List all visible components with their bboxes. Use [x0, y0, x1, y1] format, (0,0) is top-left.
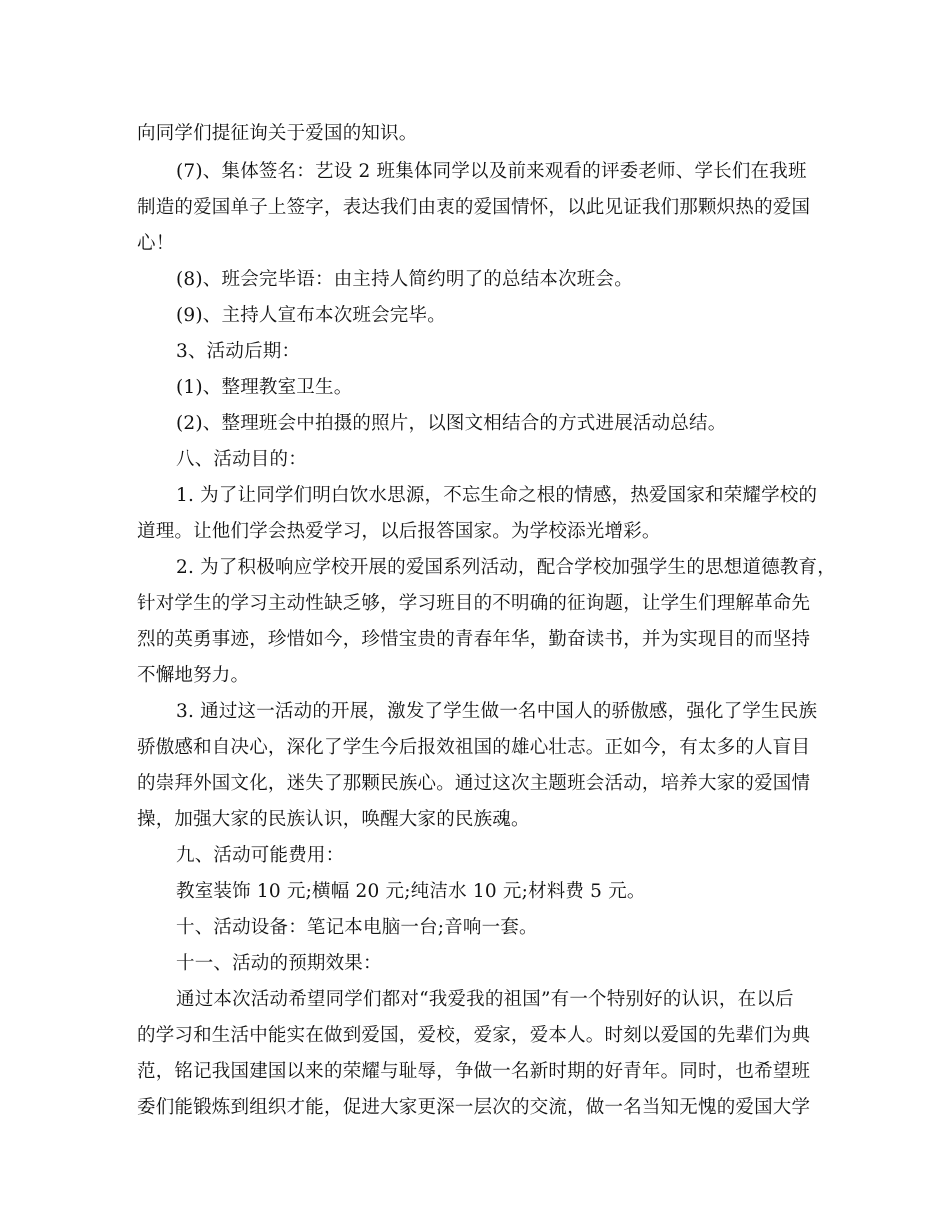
text-line: 3. 通过这一活动的开展，激发了学生做一名中国人的骄傲感，强化了学生民族 — [176, 701, 818, 722]
text-line: 骄傲感和自决心，深化了学生今后报效祖国的雄心壮志。正如今，有太多的人盲目 — [137, 737, 811, 758]
text-line: 制造的爱国单子上签字，表达我们由衷的爱国情怀，以此见证我们那颗炽热的爱国 — [137, 197, 811, 218]
text-line: 2. 为了积极响应学校开展的爱国系列活动，配合学校加强学生的思想道德教育， — [176, 557, 836, 578]
text-line: 道理。让他们学会热爱学习，以后报答国家。为学校添光增彩。 — [137, 521, 661, 542]
text-line: 通过本次活动希望同学们都对“我爱我的祖国”有一个特别好的认识，在以后 — [176, 989, 794, 1010]
text-line: 的学习和生活中能实在做到爱国，爱校，爱家，爱本人。时刻以爱国的先辈们为典 — [137, 1025, 811, 1046]
text-line: 向同学们提征询关于爱国的知识。 — [137, 123, 418, 144]
text-line: 范，铭记我国建国以来的荣耀与耻辱，争做一名新时期的好青年。同时，也希望班 — [137, 1061, 811, 1082]
text-line: (7)、集体签名：艺设 2 班集体同学以及前来观看的评委老师、学长们在我班 — [176, 161, 807, 182]
text-line: (8)、班会完毕语：由主持人简约明了的总结本次班会。 — [176, 269, 633, 290]
text-line: 心！ — [137, 233, 175, 254]
text-line: 八、活动目的： — [176, 449, 307, 470]
text-line: 操，加强大家的民族认识，唤醒大家的民族魂。 — [137, 809, 530, 830]
text-line: 不懈地努力。 — [137, 665, 250, 686]
text-line: 十一、活动的预期效果： — [176, 953, 382, 974]
text-line: 烈的英勇事迹，珍惜如今，珍惜宝贵的青春年华，勤奋读书，并为实现目的而坚持 — [137, 629, 811, 650]
text-line: (2)、整理班会中拍摄的照片，以图文相结合的方式进展活动总结。 — [176, 413, 727, 434]
text-line: 九、活动可能费用： — [176, 845, 345, 866]
text-line: (1)、整理教室卫生。 — [176, 377, 353, 398]
text-line: 针对学生的学习主动性缺乏够，学习班目的不明确的征询题，让学生们理解革命先 — [137, 593, 811, 614]
text-line: 1. 为了让同学们明白饮水思源，不忘生命之根的情感，热爱国家和荣耀学校的 — [176, 485, 818, 506]
text-line: 的崇拜外国文化，迷失了那颗民族心。通过这次主题班会活动，培养大家的爱国情 — [137, 773, 811, 794]
text-line: (9)、主持人宣布本次班会完毕。 — [176, 305, 446, 326]
text-line: 十、活动设备：笔记本电脑一台;音响一套。 — [176, 917, 538, 938]
text-line: 委们能锻炼到组织才能，促进大家更深一层次的交流，做一名当知无愧的爱国大学 — [137, 1097, 811, 1118]
text-line: 教室装饰 10 元;横幅 20 元;纯洁水 10 元;材料费 5 元。 — [176, 881, 646, 902]
text-line: 3、活动后期： — [176, 341, 301, 362]
